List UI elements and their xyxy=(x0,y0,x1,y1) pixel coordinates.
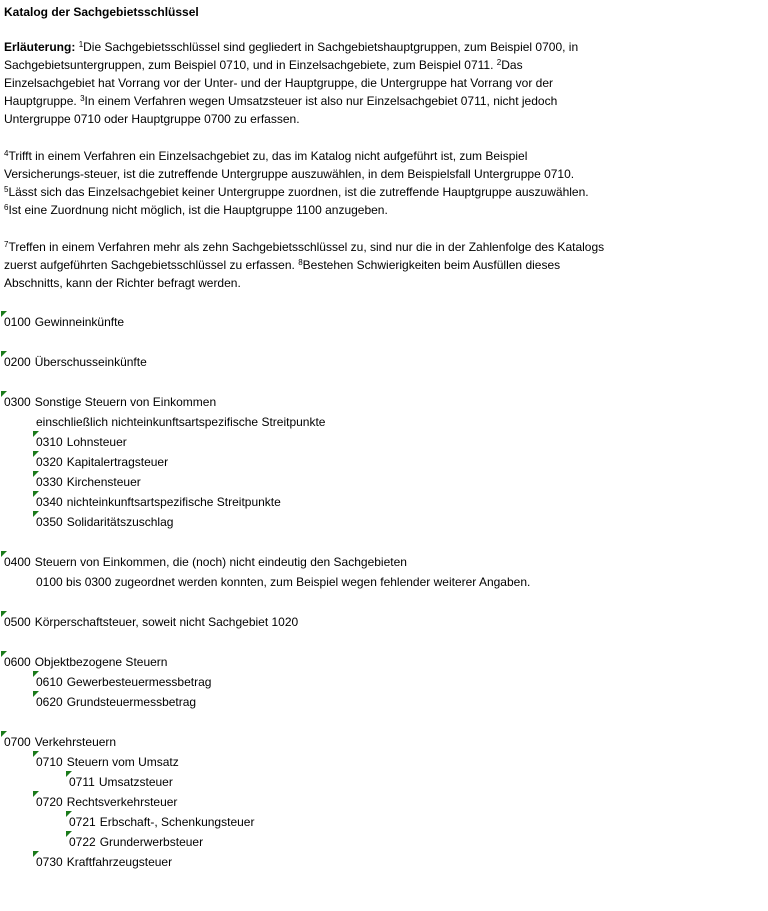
entry-label: Grunderwerbsteuer xyxy=(99,835,204,849)
text-line-content: Hauptgruppe. xyxy=(4,94,77,108)
catalog-entry-0711[interactable] xyxy=(69,772,173,792)
comment-marker-icon xyxy=(33,751,39,757)
text-line xyxy=(4,274,694,292)
catalog-entry-0700[interactable] xyxy=(4,732,116,752)
entry-label: Rechtsverkehrsteuer xyxy=(66,795,178,809)
comment-marker-icon xyxy=(33,691,39,697)
entry-code: 0722 xyxy=(69,835,96,849)
entry-label: Steuern von Einkommen, die (noch) nicht eindeutig den Sachgebieten xyxy=(34,555,407,569)
intro-paragraph-1 xyxy=(4,38,694,128)
entry-label: Kraftfahrzeugsteuer xyxy=(66,855,173,869)
catalog-entry-0730[interactable] xyxy=(36,852,172,872)
catalog-entry-0200[interactable] xyxy=(4,352,147,372)
footnote-marker: 8 xyxy=(298,258,303,267)
text-line xyxy=(4,201,694,219)
entry-label: Gewerbesteuermessbetrag xyxy=(66,675,212,689)
entry-label: Kapitalertragsteuer xyxy=(66,455,169,469)
comment-marker-icon xyxy=(33,451,39,457)
comment-marker-icon xyxy=(1,351,7,357)
entry-code: 0720 xyxy=(36,795,63,809)
entry-label: Solidaritätszuschlag xyxy=(66,515,174,529)
catalog-entry-0500[interactable] xyxy=(4,612,298,632)
entry-label: Gewinneinkünfte xyxy=(34,315,125,329)
entry-label: Steuern vom Umsatz xyxy=(66,755,179,769)
catalog-entry-0310[interactable] xyxy=(36,432,127,452)
catalog-entry-0610[interactable] xyxy=(36,672,211,692)
entry-code: 0600 xyxy=(4,655,31,669)
footnote-marker: 1 xyxy=(78,40,84,49)
text-line xyxy=(4,147,694,165)
comment-marker-icon xyxy=(33,491,39,497)
text-line-content: Die Sachgebietsschlüssel sind gegliedert in Sachgebietshauptgruppen, zum Beispiel 0700, in xyxy=(83,40,579,54)
text-line xyxy=(4,165,694,183)
entry-code: 0620 xyxy=(36,695,63,709)
page-title: Katalog der Sachgebietsschlüssel xyxy=(4,5,199,19)
comment-marker-icon xyxy=(33,431,39,437)
entry-code: 0330 xyxy=(36,475,63,489)
catalog-entry-0722[interactable] xyxy=(69,832,203,852)
catalog-entry-0620[interactable] xyxy=(36,692,196,712)
footnote-marker: 5 xyxy=(4,185,9,194)
text-line-content: In einem Verfahren wegen Umsatzsteuer ist also nur Einzelsachgebiet 0711, nicht jedoch xyxy=(84,94,558,108)
intro-label: Erläuterung: xyxy=(4,40,76,54)
entry-code: 0730 xyxy=(36,855,63,869)
text-line-content: Das xyxy=(501,58,523,72)
entry-code: 0700 xyxy=(4,735,31,749)
text-line-content: Versicherungs-steuer, ist die zutreffende Untergruppe auszuwählen, in dem Beispielsfall Untergruppe 0710. xyxy=(4,167,575,181)
footnote-marker: 3 xyxy=(80,94,85,103)
entry-label: Überschusseinkünfte xyxy=(34,355,147,369)
text-line xyxy=(4,183,694,201)
catalog-entry-0330[interactable] xyxy=(36,472,141,492)
entry-label: Körperschaftsteuer, soweit nicht Sachgebiet 1020 xyxy=(34,615,299,629)
text-line xyxy=(4,74,694,92)
comment-marker-icon xyxy=(66,831,72,837)
entry-label: Umsatzsteuer xyxy=(98,775,173,789)
text-line xyxy=(4,92,694,110)
comment-marker-icon xyxy=(33,511,39,517)
entry-label: Grundsteuermessbetrag xyxy=(66,695,197,709)
catalog-entry-0720[interactable] xyxy=(36,792,177,812)
footnote-marker: 2 xyxy=(496,58,502,67)
catalog-entry-0710[interactable] xyxy=(36,752,179,772)
entry-label: Erbschaft-, Schenkungsteuer xyxy=(99,815,255,829)
entry-label: Sonstige Steuern von Einkommen xyxy=(34,395,217,409)
comment-marker-icon xyxy=(1,651,7,657)
comment-marker-icon xyxy=(1,391,7,397)
catalog-entry-0320[interactable] xyxy=(36,452,168,472)
entry-label: Verkehrsteuern xyxy=(34,735,117,749)
entry-code: 0711 xyxy=(69,775,95,789)
entry-code: 0200 xyxy=(4,355,31,369)
comment-marker-icon xyxy=(33,851,39,857)
footnote-marker: 7 xyxy=(4,240,9,249)
text-line-content: Ist eine Zuordnung nicht möglich, ist die Hauptgruppe 1100 anzugeben. xyxy=(8,203,388,217)
catalog-entry-0350[interactable] xyxy=(36,512,173,532)
entry-label: nichteinkunftsartspezifische Streitpunkte xyxy=(66,495,281,509)
catalog-entry-0100[interactable] xyxy=(4,312,124,332)
comment-marker-icon xyxy=(33,671,39,677)
entry-continuation: einschließlich nichteinkunftsartspezifische Streitpunkte xyxy=(36,415,326,429)
entry-code: 0320 xyxy=(36,455,63,469)
text-line xyxy=(4,110,694,128)
comment-marker-icon xyxy=(1,731,7,737)
comment-marker-icon xyxy=(33,471,39,477)
entry-code: 0310 xyxy=(36,435,63,449)
entry-code: 0100 xyxy=(4,315,31,329)
text-line-content: Treffen in einem Verfahren mehr als zehn Sachgebietsschlüssel zu, sind nur die in der Zahlenfolge des Katalogs xyxy=(8,240,605,254)
intro-paragraph-3 xyxy=(4,238,694,292)
entry-label: Lohnsteuer xyxy=(66,435,127,449)
text-line-content: Sachgebietsuntergruppen, zum Beispiel 0710, und in Einzelsachgebiete, zum Beispiel 0711. xyxy=(4,58,494,72)
text-line-content: Trifft in einem Verfahren ein Einzelsachgebiet zu, das im Katalog nicht aufgeführt ist, zum Beispiel xyxy=(8,149,528,163)
text-line-content: Abschnitts, kann der Richter befragt werden. xyxy=(4,276,241,290)
entry-label: Objektbezogene Steuern xyxy=(34,655,168,669)
entry-code: 0721 xyxy=(69,815,96,829)
comment-marker-icon xyxy=(1,551,7,557)
entry-code: 0400 xyxy=(4,555,31,569)
entry-code: 0340 xyxy=(36,495,63,509)
text-line-content: Bestehen Schwierigkeiten beim Ausfüllen dieses xyxy=(302,258,561,272)
entry-code: 0500 xyxy=(4,615,31,629)
comment-marker-icon xyxy=(66,771,72,777)
catalog-entry-0600[interactable] xyxy=(4,652,167,672)
text-line xyxy=(4,256,694,274)
entry-code: 0610 xyxy=(36,675,63,689)
text-line xyxy=(4,56,694,74)
text-line-content: zuerst aufgeführten Sachgebietsschlüssel zu erfassen. xyxy=(4,258,295,272)
text-line-content: Untergruppe 0710 oder Hauptgruppe 0700 zu erfassen. xyxy=(4,112,300,126)
comment-marker-icon xyxy=(1,611,7,617)
comment-marker-icon xyxy=(66,811,72,817)
entry-label: Kirchensteuer xyxy=(66,475,141,489)
text-line-content: Lässt sich das Einzelsachgebiet keiner Untergruppe zuordnen, ist die zutreffende Hauptgruppe auszuwählen. xyxy=(8,185,589,199)
entry-continuation: 0100 bis 0300 zugeordnet werden konnten, zum Beispiel wegen fehlender weiterer Angaben. xyxy=(36,575,531,589)
comment-marker-icon xyxy=(1,311,7,317)
comment-marker-icon xyxy=(33,791,39,797)
footnote-marker: 6 xyxy=(4,203,9,212)
catalog-entry-0300[interactable] xyxy=(4,392,216,412)
catalog-entry-0721[interactable] xyxy=(69,812,254,832)
entry-code: 0350 xyxy=(36,515,63,529)
text-line xyxy=(4,38,694,56)
catalog-entry-0340[interactable] xyxy=(36,492,281,512)
text-line-content: Einzelsachgebiet hat Vorrang vor der Unter- und der Hauptgruppe, die Untergruppe hat Vorrang vor der xyxy=(4,76,553,90)
footnote-marker: 4 xyxy=(4,149,9,158)
catalog-entry-0400[interactable] xyxy=(4,552,407,572)
entry-code: 0300 xyxy=(4,395,31,409)
entry-code: 0710 xyxy=(36,755,63,769)
intro-paragraph-2 xyxy=(4,147,694,219)
text-line xyxy=(4,238,694,256)
